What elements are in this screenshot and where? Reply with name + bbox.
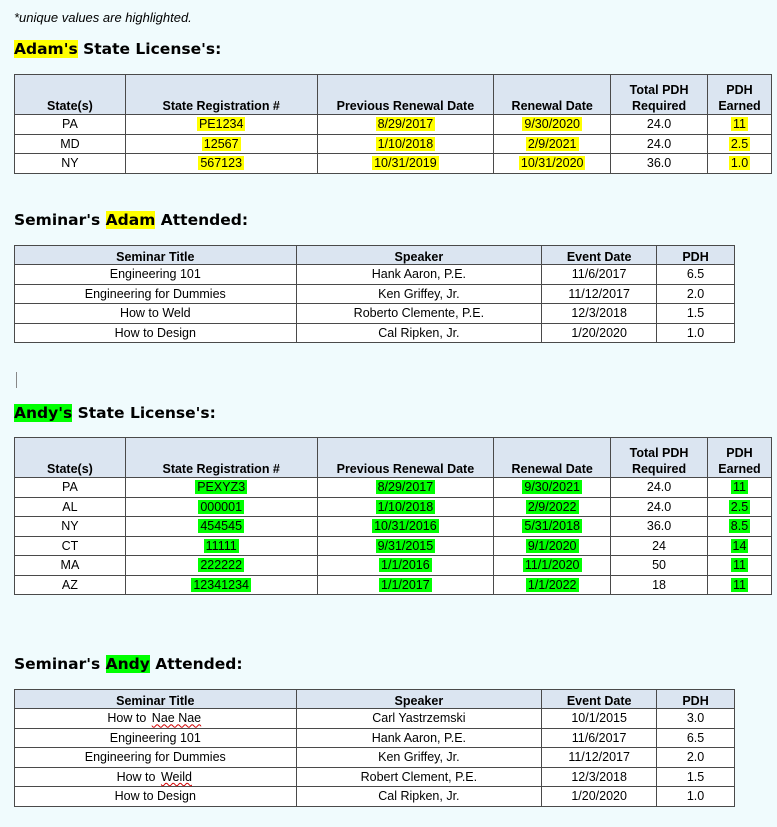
table-cell xyxy=(296,265,542,285)
andy-seminars-table xyxy=(14,689,735,807)
column-header: Previous Renewal Date xyxy=(317,75,494,115)
cell-value: 2/9/2022 xyxy=(527,499,577,514)
table-cell xyxy=(15,154,126,174)
cell-value: 1/10/2018 xyxy=(377,499,434,514)
cell-value: Ken Griffey, Jr. xyxy=(378,286,460,301)
table-cell xyxy=(494,536,611,556)
cell-value: Engineering 101 xyxy=(109,267,201,282)
table-cell xyxy=(657,728,735,748)
table-cell xyxy=(125,536,317,556)
table-cell xyxy=(657,787,735,807)
table-cell xyxy=(611,497,708,517)
table-cell xyxy=(296,748,542,768)
cell-value: PEXYZ3 xyxy=(197,480,246,495)
andy-seminars-heading xyxy=(14,655,243,673)
cell-value: 2/9/2021 xyxy=(527,136,577,151)
cell-value: 1/10/2018 xyxy=(377,136,434,151)
cell-value: PA xyxy=(62,117,78,132)
cell-value: 50 xyxy=(652,558,666,573)
andy-licenses-heading xyxy=(14,404,216,422)
column-header: Seminar Title xyxy=(15,690,297,709)
cell-value: Cal Ripken, Jr. xyxy=(378,325,460,340)
cell-value: 1.0 xyxy=(686,325,705,340)
cell-value: 9/30/2020 xyxy=(524,117,580,132)
table-cell xyxy=(296,323,542,343)
andy-name-highlight: Andy's xyxy=(14,404,73,422)
table-cell xyxy=(708,154,772,174)
table-cell xyxy=(296,728,542,748)
table-cell xyxy=(542,284,657,304)
table-cell xyxy=(657,265,735,285)
cell-value: 6.5 xyxy=(686,267,705,282)
cell-value: 11 xyxy=(733,558,746,573)
cell-value: 24.0 xyxy=(646,117,672,132)
cell-value: 1/1/2022 xyxy=(527,577,577,592)
table-cell xyxy=(542,323,657,343)
table-cell xyxy=(15,748,297,768)
table-row xyxy=(15,284,735,304)
table-cell xyxy=(542,265,657,285)
adam-seminars-heading xyxy=(14,211,248,229)
table-row xyxy=(15,556,772,576)
table-row xyxy=(15,154,772,174)
cell-value: 10/1/2015 xyxy=(571,711,627,726)
andy-name-highlight: Andy xyxy=(105,655,150,673)
table-cell xyxy=(657,304,735,324)
column-header: State(s) xyxy=(15,75,126,115)
cell-value: 9/31/2015 xyxy=(377,538,434,553)
table-cell xyxy=(494,134,611,154)
table-cell xyxy=(125,154,317,174)
cell-value: 9/1/2020 xyxy=(527,538,577,553)
heading-text: Attended: xyxy=(155,211,249,229)
cell-value: 3.0 xyxy=(686,711,705,726)
table-cell xyxy=(611,134,708,154)
cell-value: 1.0 xyxy=(686,789,705,804)
table-cell xyxy=(125,556,317,576)
cell-value: Carl Yastrzemski xyxy=(372,711,466,726)
table-cell xyxy=(708,517,772,537)
table-cell xyxy=(15,536,126,556)
cell-value: 11/6/2017 xyxy=(571,730,627,745)
spellcheck-word: Weild xyxy=(160,769,192,784)
table-cell xyxy=(15,497,126,517)
table-cell xyxy=(125,478,317,498)
adam-licenses-table xyxy=(14,74,772,174)
cell-value: 11/12/2017 xyxy=(568,750,630,765)
cell-value: 12/3/2018 xyxy=(571,306,627,321)
cell-value: 24 xyxy=(652,538,666,553)
table-cell xyxy=(542,787,657,807)
table-cell xyxy=(296,787,542,807)
table-cell xyxy=(708,536,772,556)
cell-value: How to Design xyxy=(114,325,196,340)
table-row xyxy=(15,134,772,154)
table-cell xyxy=(125,115,317,135)
cell-value: 14 xyxy=(732,538,747,553)
cell-value: Engineering 101 xyxy=(109,730,201,745)
cell-value: 18 xyxy=(652,577,666,592)
cell-value: 2.5 xyxy=(730,499,749,514)
table-row xyxy=(15,767,735,787)
table-cell xyxy=(708,556,772,576)
table-cell xyxy=(494,517,611,537)
table-row xyxy=(15,478,772,498)
table-cell xyxy=(15,787,297,807)
cell-value: Engineering for Dummies xyxy=(84,750,226,765)
cell-value: 24.0 xyxy=(646,480,672,495)
cell-value: 222222 xyxy=(200,558,243,573)
cell-value: PA xyxy=(62,480,78,495)
table-row xyxy=(15,748,735,768)
cell-value: Roberto Clemente, P.E. xyxy=(353,306,485,321)
table-row xyxy=(15,728,735,748)
table-cell xyxy=(542,304,657,324)
cell-value: CT xyxy=(61,538,79,553)
column-header: Total PDH Required xyxy=(611,438,708,478)
table-cell xyxy=(611,115,708,135)
cell-value: 2.5 xyxy=(730,136,749,151)
cell-value: 10/31/2016 xyxy=(374,519,437,534)
table-cell xyxy=(317,478,494,498)
table-row xyxy=(15,497,772,517)
cell-value: Hank Aaron, P.E. xyxy=(371,730,467,745)
cell-value: 8.5 xyxy=(730,519,749,534)
table-cell xyxy=(15,575,126,595)
table-cell xyxy=(317,497,494,517)
table-cell xyxy=(317,556,494,576)
cell-value: How to Design xyxy=(114,789,196,804)
cell-value: 10/31/2020 xyxy=(520,156,584,171)
table-cell xyxy=(317,536,494,556)
column-header: PDH xyxy=(657,690,735,709)
column-header: Speaker xyxy=(296,690,542,709)
table-cell xyxy=(708,478,772,498)
table-cell xyxy=(542,748,657,768)
cell-value: 1.0 xyxy=(730,156,749,171)
cell-value: 9/30/2021 xyxy=(524,480,580,495)
table-row xyxy=(15,323,735,343)
column-header: Total PDH Required xyxy=(611,75,708,115)
cell-value: 1/1/2016 xyxy=(381,558,430,573)
table-cell xyxy=(125,497,317,517)
cell-value: Engineering for Dummies xyxy=(84,286,226,301)
table-cell xyxy=(317,134,494,154)
table-row xyxy=(15,575,772,595)
cell-value: 10/31/2019 xyxy=(374,156,437,171)
cell-value: Ken Griffey, Jr. xyxy=(378,750,460,765)
table-cell xyxy=(611,478,708,498)
column-header: Event Date xyxy=(542,246,657,265)
cell-value: How to Weld xyxy=(119,306,191,321)
table-cell xyxy=(494,115,611,135)
table-cell xyxy=(494,154,611,174)
cell-value: 1.5 xyxy=(686,769,705,784)
table-cell xyxy=(15,709,297,729)
heading-text: Attended: xyxy=(149,655,243,673)
column-header: Renewal Date xyxy=(494,438,611,478)
cell-value: 1/20/2020 xyxy=(571,789,627,804)
table-cell xyxy=(494,478,611,498)
table-row xyxy=(15,709,735,729)
heading-text: State License's: xyxy=(77,40,222,58)
table-cell xyxy=(657,767,735,787)
cell-value: 11 xyxy=(733,117,746,132)
table-cell xyxy=(15,478,126,498)
cell-value: 8/29/2017 xyxy=(377,480,434,495)
cell-value: 11 xyxy=(733,480,746,495)
cell-value: 1/1/2017 xyxy=(381,577,430,592)
table-cell xyxy=(542,709,657,729)
table-cell xyxy=(15,323,297,343)
table-row xyxy=(15,787,735,807)
highlight-note: *unique values are highlighted. xyxy=(14,10,192,25)
table-cell xyxy=(494,497,611,517)
spellcheck-word: Nae Nae xyxy=(151,711,202,726)
table-cell xyxy=(125,517,317,537)
adam-licenses-heading xyxy=(14,40,221,58)
cell-value: 8/29/2017 xyxy=(377,117,434,132)
cell-value: MD xyxy=(60,136,80,151)
cell-value: MA xyxy=(60,558,80,573)
column-header: PDH Earned xyxy=(708,75,772,115)
table-cell xyxy=(15,556,126,576)
cell-value: 454545 xyxy=(200,519,243,534)
table-cell xyxy=(611,556,708,576)
table-cell xyxy=(15,115,126,135)
cell-value: 11/6/2017 xyxy=(571,267,627,282)
cell-value: 5/31/2018 xyxy=(524,519,580,534)
column-header: State Registration # xyxy=(125,438,317,478)
column-header: State Registration # xyxy=(125,75,317,115)
table-cell xyxy=(317,154,494,174)
table-cell xyxy=(708,497,772,517)
table-cell xyxy=(296,767,542,787)
table-row xyxy=(15,304,735,324)
cell-value: 24.0 xyxy=(646,499,672,514)
cell-value: NY xyxy=(61,156,79,171)
column-header: Renewal Date xyxy=(494,75,611,115)
cell-value: How to Nae Nae xyxy=(107,711,202,726)
table-cell xyxy=(494,556,611,576)
cell-value: 000001 xyxy=(200,499,243,514)
table-cell xyxy=(15,304,297,324)
table-cell xyxy=(15,134,126,154)
column-header: State(s) xyxy=(15,438,126,478)
table-cell xyxy=(657,709,735,729)
cell-value: Robert Clement, P.E. xyxy=(360,769,478,784)
cell-value: 11 xyxy=(733,577,746,592)
cell-value: 2.0 xyxy=(686,286,705,301)
heading-text: State License's: xyxy=(72,404,216,422)
cell-value: 567123 xyxy=(200,156,243,171)
table-row xyxy=(15,536,772,556)
cell-value: 11/1/2020 xyxy=(524,558,580,573)
table-cell xyxy=(15,517,126,537)
table-cell xyxy=(611,536,708,556)
cell-value: 12/3/2018 xyxy=(571,769,627,784)
table-cell xyxy=(708,115,772,135)
andy-licenses-table xyxy=(14,437,772,595)
table-cell xyxy=(708,575,772,595)
cell-value: 36.0 xyxy=(646,519,672,534)
adam-seminars-table xyxy=(14,245,735,343)
table-cell xyxy=(708,134,772,154)
cell-value: 2.0 xyxy=(686,750,705,765)
table-cell xyxy=(657,284,735,304)
table-cell xyxy=(296,284,542,304)
table-cell xyxy=(317,517,494,537)
table-cell xyxy=(494,575,611,595)
cell-value: PE1234 xyxy=(198,117,244,132)
cell-value: Cal Ripken, Jr. xyxy=(378,789,460,804)
cell-value: 11111 xyxy=(205,538,237,553)
table-cell xyxy=(611,575,708,595)
cell-value: 1.5 xyxy=(686,306,705,321)
table-cell xyxy=(296,304,542,324)
table-cell xyxy=(542,767,657,787)
adam-name-highlight: Adam xyxy=(105,211,156,229)
text-cursor xyxy=(16,372,17,388)
cell-value: 12341234 xyxy=(193,577,249,592)
cell-value: Hank Aaron, P.E. xyxy=(371,267,467,282)
cell-value: AL xyxy=(62,499,78,514)
table-cell xyxy=(611,517,708,537)
adam-name-highlight: Adam's xyxy=(14,40,78,58)
table-row xyxy=(15,265,735,285)
cell-value: AZ xyxy=(61,577,78,592)
table-cell xyxy=(317,575,494,595)
cell-value: 36.0 xyxy=(646,156,672,171)
table-cell xyxy=(15,728,297,748)
table-cell xyxy=(296,709,542,729)
column-header: Previous Renewal Date xyxy=(317,438,494,478)
table-cell xyxy=(657,323,735,343)
heading-text: Seminar's xyxy=(14,211,106,229)
cell-value: 1/20/2020 xyxy=(571,325,627,340)
cell-value: 24.0 xyxy=(646,136,672,151)
column-header: PDH Earned xyxy=(708,438,772,478)
table-cell xyxy=(125,134,317,154)
table-cell xyxy=(15,284,297,304)
column-header: Speaker xyxy=(296,246,542,265)
table-cell xyxy=(657,748,735,768)
column-header: Seminar Title xyxy=(15,246,297,265)
table-cell xyxy=(317,115,494,135)
cell-value: NY xyxy=(61,519,79,534)
table-cell xyxy=(542,728,657,748)
column-header: Event Date xyxy=(542,690,657,709)
cell-value: 12567 xyxy=(203,136,239,151)
table-row xyxy=(15,115,772,135)
cell-value: How to Weild xyxy=(116,769,192,784)
heading-text: Seminar's xyxy=(14,655,106,673)
table-cell xyxy=(15,767,297,787)
table-cell xyxy=(611,154,708,174)
table-row xyxy=(15,517,772,537)
cell-value: 6.5 xyxy=(686,730,705,745)
column-header: PDH xyxy=(657,246,735,265)
table-cell xyxy=(125,575,317,595)
table-cell xyxy=(15,265,297,285)
cell-value: 11/12/2017 xyxy=(568,286,630,301)
